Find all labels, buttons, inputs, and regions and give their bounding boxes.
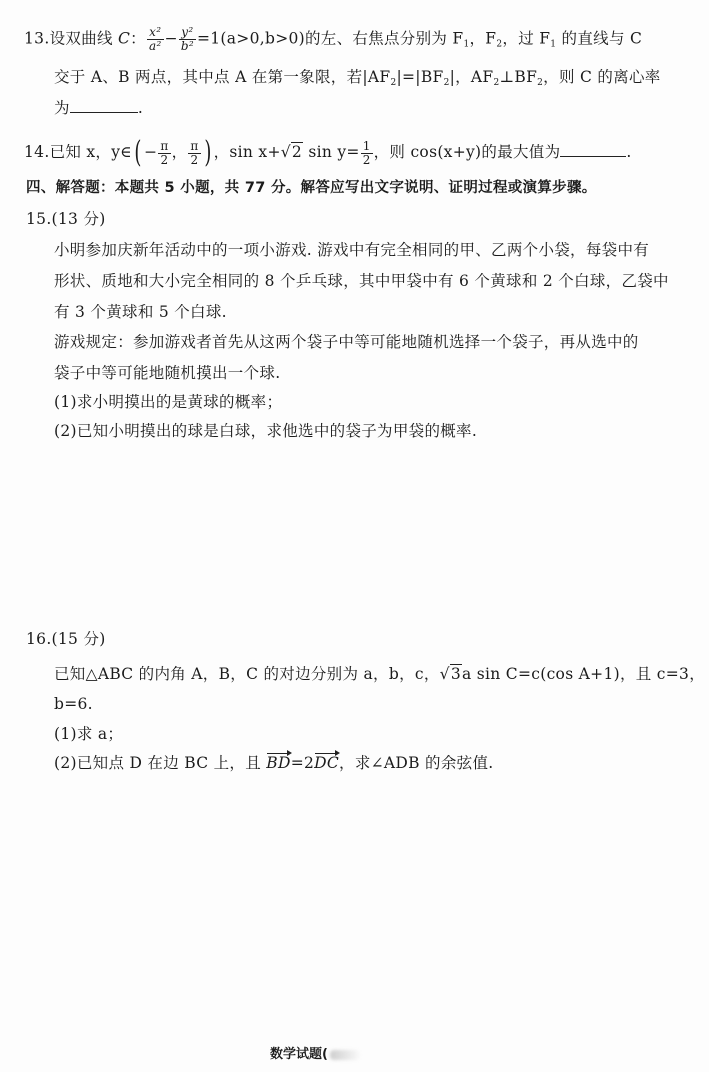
page-footer	[270, 1043, 360, 1062]
q13-line-3: 为 .	[54, 99, 144, 117]
q15-paragraph-5: 袋子中等可能地随机摸出一个球.	[54, 364, 281, 382]
q13-line-2: 交于 A、B 两点，其中点 A 在第一象限，若$|AF_2|=|BF_2|$，$AF_2\perp BF_2$，则 C 的离心率	[54, 68, 661, 88]
q13-fraction-y: $\frac{\text{y²}}{\text{b²}}$	[180, 25, 194, 53]
footer-smudge	[330, 1050, 360, 1060]
q16-line-2: b=6.	[54, 695, 93, 713]
q14-answer-blank	[560, 142, 626, 157]
q16-header: 16.(15 分)	[26, 630, 106, 648]
q13-fraction-x: $\frac{\text{x²}}{\text{a²}}$	[148, 25, 162, 53]
q15-header: 15.(13 分)	[26, 210, 106, 228]
q15-part-1: (1)求小明摸出的是黄球的概率；	[54, 393, 283, 411]
q16-line-1: 已知△ABC 的内角 A，B，C 的对边分别为 a，b，c，√3a sin C=c(cos A+1)，且 c=3，	[54, 665, 706, 683]
section-4-heading: 四、解答题：本题共 5 小题，共 77 分。解答应写出文字说明、证明过程或演算步骤。	[26, 180, 597, 196]
q16-part-2: (2)已知点 D 在边 BC 上，且 BD=2DC，求∠ADB 的余弦值.	[54, 754, 494, 772]
q16-sqrt: √3	[439, 665, 462, 683]
q14-sqrt: √2	[280, 143, 303, 161]
footer-text: 数学试题(	[270, 1047, 328, 1062]
q14-number: 14.	[24, 143, 50, 161]
q13-number: 13.	[24, 29, 50, 48]
q14-fraction-pi-a: $\frac{\pi}{2}$	[160, 138, 169, 167]
q13-line-1: 13.设双曲线 C： $\frac{\text{x²}}{\text{a²}}$ − $\frac{\text{y²}}{\text{b²}}$ =1(a>0,b>0)的左、右焦点分别为 $F_1$，$F_2$，过 $F_1$ 的直线与 C	[24, 25, 643, 53]
q15-paragraph-4: 游戏规定：参加游戏者首先从这两个袋子中等可能地随机选择一个袋子，再从选中的	[54, 333, 639, 351]
vector-dc: DC	[314, 754, 340, 772]
q14-line: 14.已知 x，y∈( − $\frac{\pi}{2}$ ， $\frac{\pi}{2}$ ) ，sin x+√2 sin y= $\frac{1}{2}$ ，则 cos(x+y)的最大值为 .	[24, 135, 632, 170]
q14-fraction-half: $\frac{1}{2}$	[362, 138, 371, 167]
q15-paragraph-2: 形状、质地和大小完全相同的 8 个乒乓球，其中甲袋中有 6 个黄球和 2 个白球，乙袋中	[54, 272, 669, 290]
q14-fraction-pi-b: $\frac{\pi}{2}$	[190, 138, 199, 167]
q13-answer-blank	[70, 98, 138, 113]
vector-bd: BD	[266, 754, 291, 772]
q15-paragraph-1: 小明参加庆新年活动中的一项小游戏. 游戏中有完全相同的甲、乙两个小袋，每袋中有	[54, 241, 650, 259]
q15-part-2: (2)已知小明摸出的球是白球，求他选中的袋子为甲袋的概率.	[54, 422, 478, 440]
q16-part-1: (1)求 a；	[54, 725, 124, 743]
q15-paragraph-3: 有 3 个黄球和 5 个白球.	[54, 303, 227, 321]
